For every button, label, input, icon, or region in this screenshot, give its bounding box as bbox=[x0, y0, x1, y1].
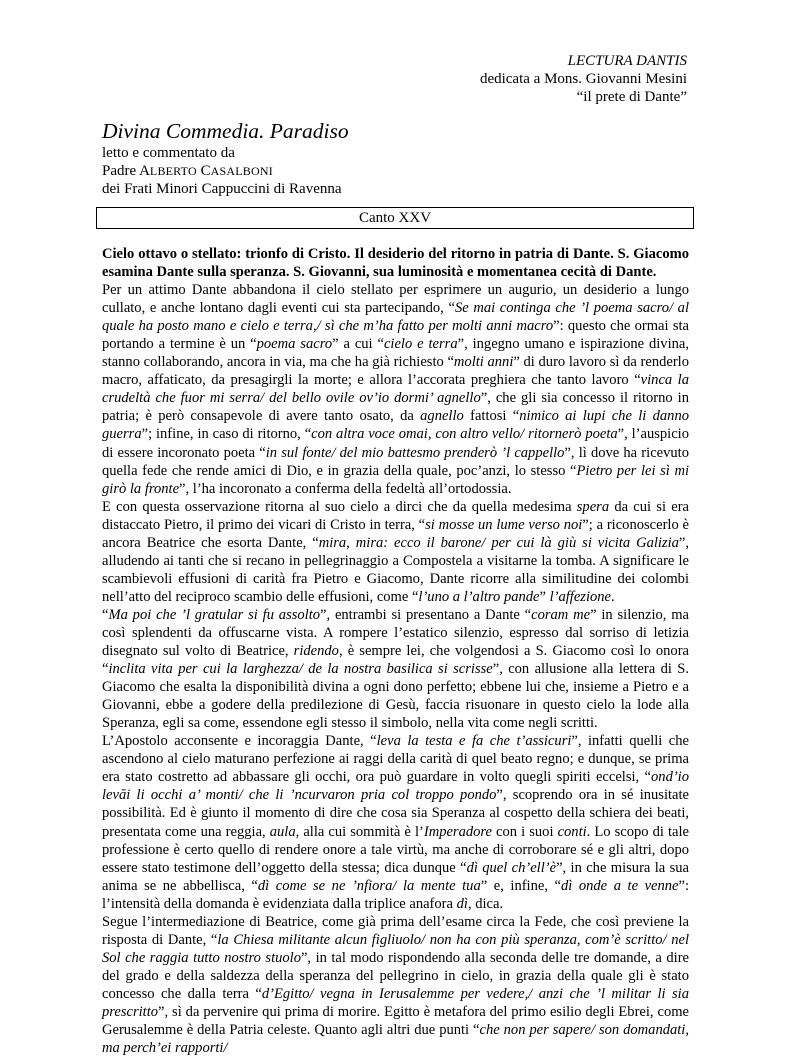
author-last-rest: ASALBONI bbox=[210, 164, 273, 178]
quotation-italic: molti anni bbox=[453, 354, 514, 371]
quotation-italic: poema sacro bbox=[256, 336, 333, 353]
quotation-italic: Se mai continga che ’l poema sacro/ al quale ha posto mano e cielo e terra,/ sì che m’ha fatto per molti anni macro bbox=[102, 300, 689, 335]
canto-heading: Canto XXV bbox=[96, 207, 694, 229]
lectura-dantis-label: LECTURA DANTIS bbox=[567, 53, 687, 69]
text-run: ”, scoprendo ora in sé inusitate possibilità. Ed è giunto il momento di dire che cosa sia Speranza al cospetto della schiera dei beati, presentata come una reggia, bbox=[102, 787, 689, 840]
quotation-italic: dì onde a te venne bbox=[560, 877, 679, 894]
quotation-italic: dì bbox=[456, 895, 468, 912]
prete-di-dante-line: “il prete di Dante” bbox=[576, 89, 687, 105]
quotation-italic: l’uno a l’altro pande bbox=[418, 588, 540, 605]
text-run: ”, in che misura la sua anima se ne abbellisca, “ bbox=[102, 859, 689, 894]
text-run: ”, infatti quelli che ascendono al cielo maturano perfezione ai raggi della carità di quel beato regno; e dunque, se prima era stato costretto ad abbassare gli occhi, ora può guardare in volto quegli spiriti eccelsi, “ bbox=[102, 733, 689, 786]
text-run: ”, con allusione alla lettera di S. Giacomo che esalta la disponibilità divina a ogni dono perfetto; ebbene lui che, insieme a Pietro e a Giovanni, ebbe a godere della predilezione di Gesù, faccia risuonare in questo cielo la lode alla Speranza, egli sa come, essendone egli stesso il simbolo, nella vita come negli scritti. bbox=[102, 661, 689, 732]
quotation-italic: inclita vita per cui la larghezza/ de la nostra basilica si scrisse bbox=[108, 661, 493, 678]
text-run: ”, che gli sia concesso il ritorno in patria; è però consapevole di avere tanto osato, da bbox=[102, 390, 689, 425]
quotation-italic: aula bbox=[269, 823, 296, 840]
quotation-italic: vinca la crudeltà che fuor mi serra/ del bello ovile ov’io dormi’ agnello bbox=[102, 372, 689, 407]
text-run: con i suoi bbox=[491, 823, 558, 840]
text-run: ”, lì dove ha ricevuto quella fede che rende amici di Dio, e in grazia della quale, poc’anzi, lo stesso “ bbox=[102, 444, 689, 479]
text-run: ”, l’ha incoronato a conferma della fedeltà all’ortodossia. bbox=[179, 480, 512, 497]
quotation-italic: che non per sapere/ son domandati, ma perch’ei rapporti/ bbox=[102, 1022, 689, 1057]
quotation-italic: d’Egitto/ vegna in Ierusalemme per vedere,/ anzi che ’l militar li sia prescritto bbox=[102, 985, 689, 1020]
text-run: ” bbox=[539, 588, 550, 605]
text-run: ”, in tal modo rispondendo alla seconda delle tre domande, a dire del grado e della saldezza della speranza del pellegrino in cielo, in grazia della quale gli è stato concesso che dalla terra “ bbox=[102, 949, 689, 1002]
text-run: ” di duro lavoro sì da renderlo macro, affaticato, da presagirgli la morte; e allora l’accorata preghiera che tanto lavoro “ bbox=[102, 354, 689, 389]
paragraph bbox=[102, 913, 689, 1057]
commentary-body bbox=[102, 245, 689, 1057]
quotation-italic: la Chiesa militante alcun figliuolo/ non ha con più speranza, com’è scritto/ nel Sol che raggia tutto nostro stuolo bbox=[102, 931, 689, 966]
commentary-paragraphs bbox=[102, 281, 689, 1057]
text-run: “ bbox=[102, 606, 109, 623]
author-last-initial: C bbox=[200, 163, 211, 179]
quotation-italic: ridendo bbox=[293, 643, 339, 660]
dedication-line: dedicata a Mons. Giovanni Mesini bbox=[479, 71, 687, 87]
author-line bbox=[102, 162, 349, 180]
text-run: Segue l’intermediazione di Beatrice, come già prima dell’esame circa la Fede, che così previene la risposta di Dante, “ bbox=[102, 913, 689, 948]
quotation-italic: agnello bbox=[420, 408, 464, 425]
text-run: . Lo scopo di tale professione è certo quello di rendere onore a tale virtù, ma anche di corroborare sé e gli altri, dopo essere stato testimone dell’oggetto della stessa; dica dunque “ bbox=[102, 823, 690, 876]
text-run: ”, entrambi si presentano a Dante “ bbox=[320, 606, 532, 623]
text-run: ” a cui “ bbox=[332, 336, 384, 353]
text-run: da cui si era distaccato Pietro, il primo dei vicari di Cristo in terra, “ bbox=[102, 498, 689, 533]
text-run: , alla cui sommità è l’ bbox=[295, 823, 424, 840]
paragraph bbox=[102, 606, 689, 732]
text-run: fattosi “ bbox=[463, 408, 520, 425]
text-run: ”: l’intensità della domanda è evidenziata dalla triplice anafora bbox=[102, 877, 689, 912]
quotation-italic: ond’io levăi li occhi a’ monti/ che li ’ncurvaron pria col troppo pondo bbox=[102, 769, 689, 804]
paragraph bbox=[102, 281, 689, 498]
text-run: ”; infine, in caso di ritorno, “ bbox=[141, 426, 312, 443]
paragraph bbox=[102, 498, 689, 606]
quotation-italic: conti bbox=[557, 823, 587, 840]
quotation-italic: nimico ai lupi che li danno guerra bbox=[102, 408, 689, 443]
text-run: L’Apostolo acconsente e incoraggia Dante, “ bbox=[102, 733, 377, 750]
text-run: ”: questo che ormai sta portando a termine è un “ bbox=[102, 318, 689, 353]
author-first-initial: A bbox=[139, 163, 150, 179]
text-run: ”, ingegno umano e ispirazione divina, stanno collaborando, ancora in via, ma che ha già richiesto “ bbox=[102, 336, 689, 371]
text-run: E con questa osservazione ritorna al suo cielo a dirci che da quella medesima bbox=[102, 498, 577, 515]
quotation-italic: mira, mira: ecco il barone/ per cui là giù si vicita Galizia bbox=[318, 534, 679, 551]
text-run: ”, sì da pervenire qui prima di morire. Egitto è metafora del primo esilio degli Ebrei, come Gerusalemme è della Patria celeste. Quanto agli altri due punti “ bbox=[102, 1003, 689, 1039]
quotation-italic: dì quel ch’ell’è bbox=[466, 859, 557, 876]
text-run: ”, alludendo ai tanti che si recano in pellegrinaggio a Compostela a visitarne la tomba. A significare le scambievoli effusioni di carità fra Pietro e Giacomo, Dante ricorre alla similitudine dei colombi nell’atto del reciproco scambio delle effusioni, come “ bbox=[102, 534, 689, 605]
quotation-italic: dì come se ne ’nfiora/ la mente tua bbox=[257, 877, 481, 894]
quotation-italic: con altra voce omai, con altro vello/ ritornerò poeta bbox=[311, 426, 618, 443]
commentary-line: letto e commentato da bbox=[102, 145, 235, 161]
text-run: . bbox=[611, 588, 615, 605]
quotation-italic: spera bbox=[576, 498, 610, 515]
page-title: Divina Commedia. Paradiso bbox=[102, 119, 349, 143]
quotation-italic: si mosse un lume verso noi bbox=[425, 516, 583, 533]
text-run: ”; a riconoscerlo è ancora Beatrice che esorta Dante, “ bbox=[102, 516, 689, 551]
quotation-italic: Pietro per lei sì mi girò la fronte bbox=[102, 462, 689, 497]
paragraph bbox=[102, 732, 689, 912]
text-run: ” in silenzio, ma così splendenti da offuscarne vista. A rompere l’estatico silenzio, espresso dal sorriso di letizia disegnato sul volto di Beatrice, bbox=[102, 606, 689, 660]
quotation-italic: l’affezione bbox=[549, 588, 611, 605]
text-run: , è sempre lei, che volgendosi a S. Giacomo così lo onora “ bbox=[102, 643, 689, 678]
quotation-italic: cielo e terra bbox=[383, 336, 458, 353]
quotation-italic: in sul fonte/ del mio battesmo prenderò ’l cappello bbox=[265, 444, 565, 461]
quotation-italic: leva la testa e fa che t’assicuri bbox=[376, 733, 572, 750]
quotation-italic: Ma poi che ’l gratular si fu assolto bbox=[108, 606, 321, 623]
text-run: ” e, infine, “ bbox=[480, 877, 561, 894]
quotation-italic: coram me bbox=[531, 606, 591, 623]
text-run: Per un attimo Dante abbandona il cielo stellato per esprimere un augurio, un desiderio a lungo cullato, e anche lontano dagli eventi cui sta partecipando, “ bbox=[102, 282, 689, 317]
text-run: , dica. bbox=[467, 895, 504, 912]
title-block bbox=[102, 118, 349, 198]
dedication-header bbox=[480, 52, 687, 106]
order-line: dei Frati Minori Cappuccini di Ravenna bbox=[102, 181, 342, 197]
text-run: ”, l’auspicio di essere incoronato poeta “ bbox=[102, 426, 689, 461]
author-prefix: Padre bbox=[102, 163, 140, 179]
quotation-italic: Imperadore bbox=[423, 823, 492, 840]
canto-summary: Cielo ottavo o stellato: trionfo di Cristo. Il desiderio del ritorno in patria di Dante. S. Giacomo esamina Dante sulla speranza. S. Giovanni, sua luminosità e momentanea cecità di Dante. bbox=[102, 246, 689, 281]
author-first-rest: LBERTO bbox=[149, 164, 197, 178]
